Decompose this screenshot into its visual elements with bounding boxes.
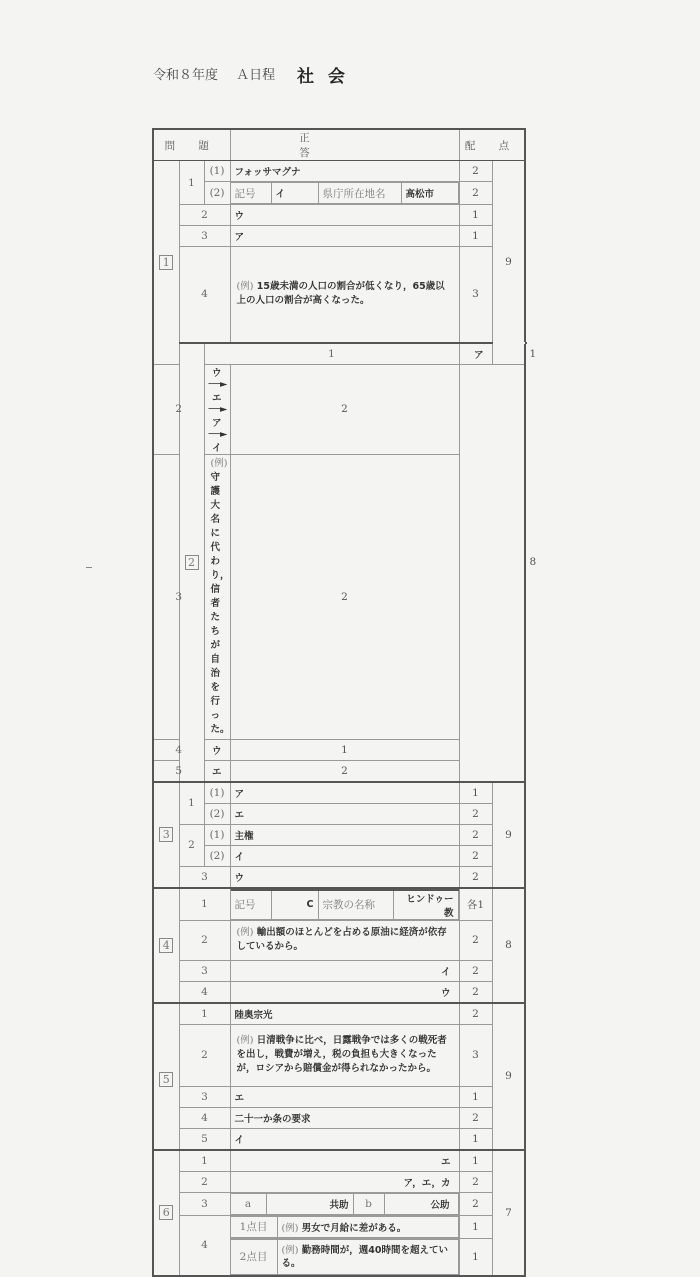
table-row [153,888,525,921]
question-number: 3 [179,866,230,888]
answer-value: 公助 [384,1193,458,1214]
answer-text: 日清戦争に比べ，日露戦争では多くの戦死者を出し，戦費が増え，税の負担も大きくなったが，ロシアから賠償金が得られなかったから。 [236,1035,447,1074]
table-row [153,845,525,866]
points-cell: 1 [459,782,492,804]
question-number: 1 [204,343,459,365]
answer-cell: ウ [230,981,459,1003]
table-row [153,1192,525,1215]
answer-value: ヒンドゥー教 [393,890,458,920]
question-number: 4 [179,1215,230,1276]
section-6 [153,1150,179,1276]
answer-label: 記号 [231,890,272,920]
answer-value: C [271,890,318,920]
table-row [153,739,525,760]
question-number: 1 [179,1003,230,1025]
answer-cell: イ [230,1128,459,1150]
section-5 [153,1003,179,1150]
example-prefix: (例) [210,457,228,469]
points-cell: 3 [459,247,492,343]
section-total: 8 [492,888,525,1003]
table-row [153,205,525,226]
table-row [153,454,525,739]
sub-number: (1) [204,782,230,804]
section-number: 1 [159,255,173,270]
answer-cell: エ [204,760,230,782]
answer-text: 男女で月給に差がある。 [301,1222,407,1234]
answer-label: 県庁所在地名 [318,183,401,204]
question-number: 2 [179,920,230,960]
answer-cell: ウ [230,866,459,888]
points-cell: 2 [459,845,492,866]
example-prefix: (例) [281,1244,299,1256]
answer-label: a [231,1193,267,1214]
answer-value: 高松市 [401,183,458,204]
sub-number: (2) [204,803,230,824]
question-number: 1 [179,782,204,825]
question-number: 5 [179,1128,230,1150]
exam-session: Ａ日程 [236,68,276,83]
points-cell: 2 [459,824,492,845]
section-total: 9 [492,782,525,888]
sub-number: (2) [204,182,230,205]
section-number: 3 [159,827,173,842]
points-cell: 2 [459,981,492,1003]
question-number: 2 [179,205,230,226]
example-prefix: (例) [236,927,254,938]
table-row [153,824,525,845]
points-cell: 2 [230,454,459,739]
points-cell: 2 [459,1003,492,1025]
answer-cell: イ [230,845,459,866]
section-number: 6 [159,1205,173,1220]
answer-cell: ウ [204,739,230,760]
answer-label: 2点目 [231,1239,278,1274]
answer-cell [230,1215,459,1238]
points-cell: 1 [459,1086,492,1107]
question-number: 4 [179,247,230,343]
section-4 [153,888,179,1003]
question-number: 2 [153,364,204,454]
question-number: 3 [179,1192,230,1215]
points-cell: 2 [459,1107,492,1128]
points-cell: 3 [459,1024,492,1086]
answer-label: 1点目 [231,1216,278,1237]
answer-cell: エ [230,1086,459,1107]
answer-cell: エ [230,803,459,824]
exam-title [153,64,275,83]
answer-value: 共助 [266,1193,353,1214]
points-cell: 2 [459,1171,492,1192]
points-cell: 2 [459,920,492,960]
answer-cell [230,920,459,960]
header-answer: 正 答 [230,129,459,161]
question-number: 1 [179,1150,230,1172]
answer-cell: イ [230,960,459,981]
table-row [153,782,525,804]
question-number: 2 [179,1024,230,1086]
table-row [153,866,525,888]
answer-value [277,1216,458,1237]
answer-cell [230,1192,459,1215]
example-prefix: (例) [236,1035,254,1046]
table-row [153,1150,525,1172]
answer-cell: エ [230,1150,459,1172]
table-row [153,1086,525,1107]
question-number: 3 [179,960,230,981]
points-cell: 2 [459,1192,492,1215]
answer-cell: ア，エ，カ [230,1171,459,1192]
example-prefix: (例) [281,1222,299,1234]
question-number: 1 [179,888,230,921]
table-row [153,981,525,1003]
answer-label: 記号 [231,183,272,204]
question-number: 1 [179,161,204,205]
table-row [153,1128,525,1150]
answer-cell [230,247,459,343]
table-row [153,226,525,247]
answer-label: 宗教の名称 [318,890,393,920]
sub-number: (2) [204,845,230,866]
table-header-row [153,129,525,161]
table-row [153,803,525,824]
points-cell: 2 [459,803,492,824]
scan-mark [86,567,92,568]
points-cell: 2 [459,161,492,182]
points-cell: 1 [459,226,492,247]
section-total: 9 [492,161,525,365]
exam-year: 令和８年度 [153,68,219,83]
points-cell: 1 [459,1128,492,1150]
table-row [153,760,525,782]
answer-value: イ [271,183,318,204]
points-cell: 1 [459,1238,492,1276]
points-cell: 2 [230,760,459,782]
answer-cell [204,454,230,739]
table-row [153,364,525,454]
question-number: 2 [179,824,204,866]
points-cell: 1 [459,1215,492,1238]
section-number: 4 [159,938,173,953]
points-cell: 1 [459,1150,492,1172]
answer-cell [230,1238,459,1276]
table-row [153,1024,525,1086]
answer-cell [230,182,459,205]
table-row [153,920,525,960]
answer-cell: 陸奥宗光 [230,1003,459,1025]
question-number: 3 [179,226,230,247]
answer-text: 勤務時間が，週40時間を超えている。 [281,1244,448,1269]
answer-cell: ア [230,226,459,247]
table-row [153,247,525,343]
answer-cell: 二十一か条の要求 [230,1107,459,1128]
table-row [153,161,525,182]
question-number: 5 [153,760,204,782]
table-row [153,1215,525,1238]
table-row [153,182,525,205]
answer-cell: 主権 [230,824,459,845]
section-number: 2 [185,555,199,570]
answer-value [277,1239,458,1274]
answer-cell [230,1024,459,1086]
question-number: 4 [153,739,204,760]
answer-cell: ウ ──► エ ──► ア ──► イ [204,364,230,454]
table-row [153,1171,525,1192]
question-number: 2 [179,1171,230,1192]
table-row [153,1003,525,1025]
answer-text: 輸出額のほとんどを占める原油に経済が依存しているから。 [236,927,447,952]
table-row: 2 1 ア 1 8 [153,343,525,365]
section-number: 5 [159,1072,173,1087]
table-row [153,960,525,981]
points-cell: 2 [459,960,492,981]
example-prefix: (例) [236,281,254,293]
answer-cell: フォッサマグナ [230,161,459,182]
section-1 [153,161,179,365]
header-points: 配 点 [459,129,525,161]
answer-label: b [353,1193,384,1214]
subject-title: 社 会 [297,67,349,87]
section-total: 9 [492,1003,525,1150]
table-row [153,1107,525,1128]
answer-cell: ア [230,782,459,804]
points-cell: 各1 [459,888,492,921]
points-cell: 1 [230,739,459,760]
points-cell: 2 [230,364,459,454]
question-number: 4 [179,1107,230,1128]
points-cell: 2 [459,866,492,888]
answer-cell: ウ [230,205,459,226]
section-total: 7 [492,1150,525,1276]
answer-cell [230,888,459,921]
points-cell: 2 [459,182,492,205]
question-number: 3 [153,454,204,739]
question-number: 4 [179,981,230,1003]
question-number: 3 [179,1086,230,1107]
sub-number: (1) [204,824,230,845]
answer-text: 15歳未満の人口の割合が低くなり，65歳以上の人口の割合が高くなった。 [236,281,445,307]
answer-key-table [152,128,537,1277]
points-cell: 1 [459,205,492,226]
header-question: 問 題 [153,129,230,161]
sub-number: (1) [204,161,230,182]
answer-text: 守護大名に代わり，信者たちが自治を行った。 [210,471,230,735]
answer-cell: ア [459,343,492,365]
section-3 [153,782,179,888]
